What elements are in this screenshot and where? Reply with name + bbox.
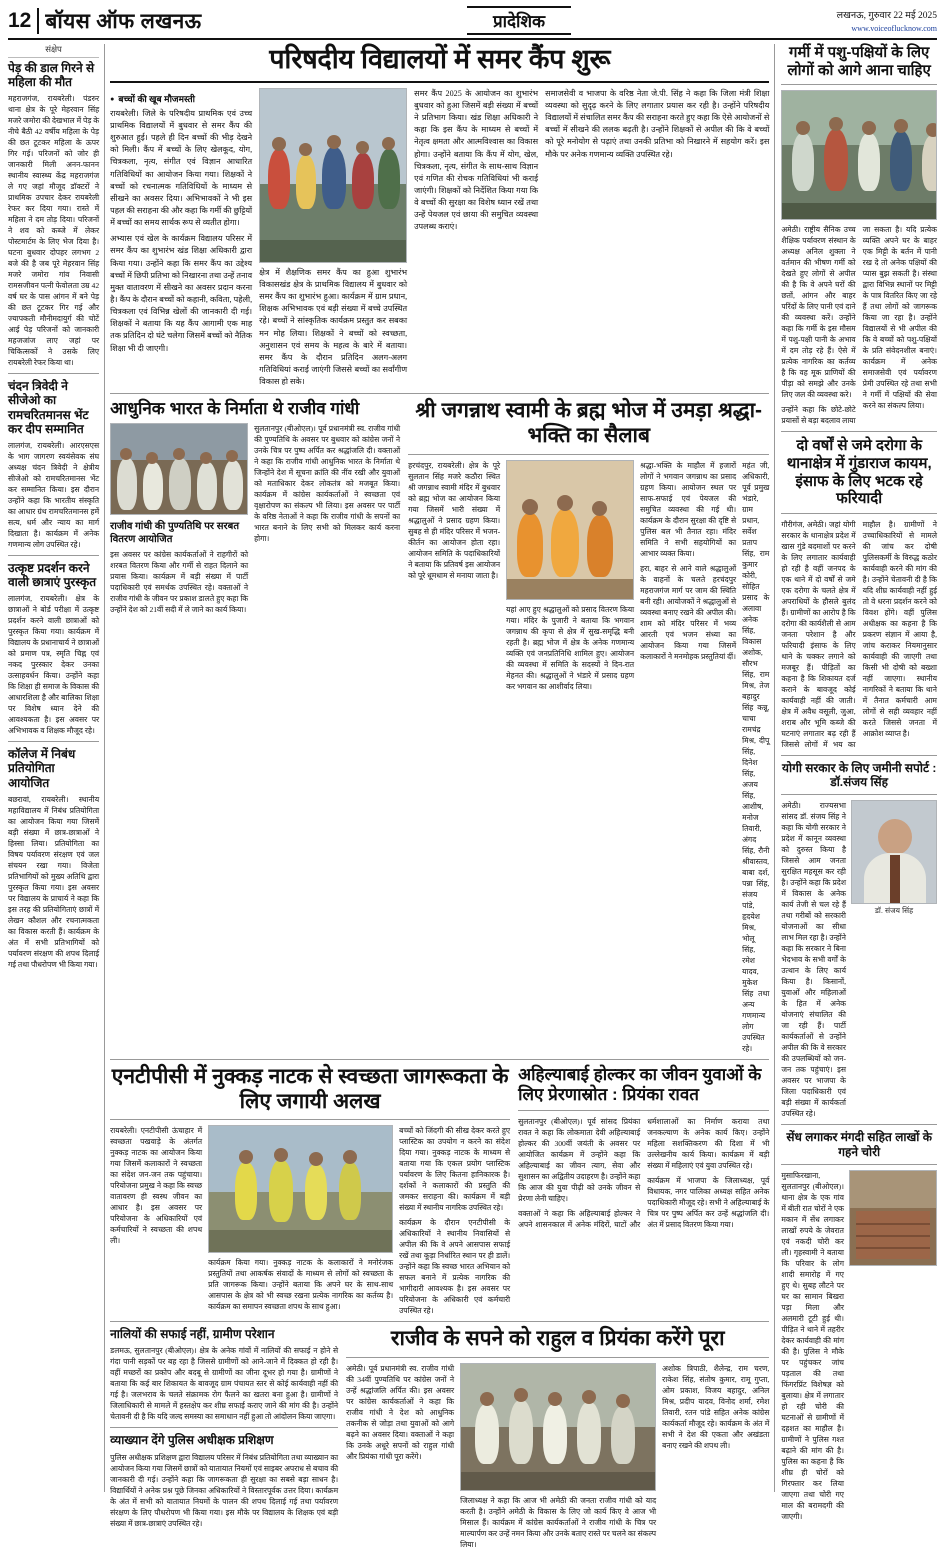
rajiv-memorial-story — [110, 399, 400, 1054]
story-body: पुलिस अधीक्षक प्रशिक्षण द्वारा विद्यालय परिसर में निबंध प्रतियोगिता तथा व्याख्यान का आयोजन किया गया जिसमें छात्रों को यातायात नियमों एवं साइबर अपराध से बचाव की जानकारी दी गई। उन्होंने कहा कि जागरूकता ही सुरक्षा का सबसे बड़ा साधन है। विद्यार्थियों ने अनेक प्रश्न पूछे जिनका अधिकारियों ने विस्तारपूर्वक उत्तर दिया। कार्यक्रम के अंत में सभी को यातायात नियमों के पालन की शपथ दिलाई गई तथा पर्यावरण संरक्षण के लिए पौधरोपण भी किया गया। इस मौके पर विद्यालय के शिक्षक एवं बड़ी संख्या में छात्र-छात्राएं उपस्थित रहे। — [110, 1452, 339, 1528]
divider — [8, 373, 99, 374]
story-body: उन्होंने कहा कि छोटे-छोटे प्रयासों से बड़ा बदलाव लाया जा सकता है। यदि प्रत्येक व्यक्ति अपने घर के बाहर एक मिट्टी के बर्तन में पानी रख दे तो अनेक पक्षियों की प्यास बुझ सकती है। संस्था द्वारा विभिन्न स्थानों पर मिट्टी के पात्र वितरित किए जा रहे हैं तथा लोगों को जागरूक किया जा रहा है। उन्होंने विद्यालयों से भी अपील की कि वे बच्चों को पशु-पक्षियों के प्रति संवेदनशील बनाएं। कार्यक्रम में अनेक समाजसेवी एवं पर्यावरण प्रेमी उपस्थित रहे तथा सभी ने गर्मी में पक्षियों की सेवा करने का संकल्प लिया। — [781, 225, 937, 426]
story-body: गौरीगंज, अमेठी। जहां योगी सरकार के थानाक्षेत्र प्रदेश में खास गुंडे बदमाशों पर करने के लिए लगातार कार्यवाही हो रही है वहीं जनपद के एक थाने में दो वर्षों से जमे एक दरोगा के चलते क्षेत्र में अपराधियों के हौसले बुलंद हैं। ग्रामीणों का आरोप है कि दरोगा की कार्यशैली से आम जनता परेशान है और फरियादी इंसाफ के लिए थाने के चक्कर लगाने को मजबूर हैं। पीड़ितों का कहना है कि शिकायत दर्ज कराने के बावजूद कोई कार्यवाही नहीं की जाती। क्षेत्र में अवैध वसूली, जुआ, शराब और भूमि कब्जे की घटनाएं लगातार बढ़ रही हैं जिससे लोगों में भय का माहौल है। ग्रामीणों ने उच्चाधिकारियों से मामले की जांच कर दोषी पुलिसकर्मी के विरुद्ध कठोर कार्यवाही करने की मांग की है। उन्होंने चेतावनी दी है कि यदि शीघ्र कार्यवाही नहीं हुई तो वे धरना प्रदर्शन करने को विवश होंगे। वहीं पुलिस अधीक्षक का कहना है कि प्रकरण संज्ञान में आया है, जांच कराकर नियमानुसार कार्यवाही की जाएगी तथा किसी भी दोषी को बख्शा नहीं जाएगा। स्थानीय नागरिकों ने बताया कि थाने में तैनात कर्मचारी आम लोगों से सही व्यवहार नहीं करते जिससे जनता में आक्रोश व्याप्त है। — [781, 520, 937, 750]
lead-body-2: अभ्यास एवं खेल के कार्यक्रम विद्यालय परिसर में समर कैंप का शुभारंभ खंड शिक्षा अधिकारी द्वारा किया गया। उन्होंने कहा कि समर कैंप का उद्देश्य बच्चों में छिपी प्रतिभा को निखारना तथा उन्हें तनाव मुक्त वातावरण में सीखने का अवसर प्रदान करना है। कैंप के दौरान बच्चों को कहानी, कविता, पहेली, चित्रकला एवं विभिन्न खेलों की जानकारी दी गई। शिक्षकों ने बताया कि यह कैंप आगामी एक माह तक प्रतिदिन दो घंटे चलेगा जिसमें बच्चों को नैतिक शिक्षा भी दी जाएगी। — [110, 234, 253, 353]
story-headline[interactable]: चंदन त्रिवेदी ने सीजेओ का रामचरितमानस भेंट कर दीप सम्मानित — [8, 379, 89, 436]
divider — [781, 84, 937, 85]
lead-photo — [259, 88, 407, 263]
edition-date: लखनऊ, गुरुवार 22 मई 2025 — [836, 10, 937, 21]
story-headline[interactable]: श्री जगन्नाथ स्वामी के ब्रह्म भोज में उमड़ा श्रद्धा-भक्ति का सैलाब — [415, 399, 763, 448]
story-photo — [460, 1363, 656, 1491]
mid-row-4 — [110, 1327, 769, 1550]
lead-body-1: रायबरेली। जिले के परिषदीय प्राथमिक एवं उच्च प्राथमिक विद्यालयों में बुधवार से समर कैंप की शुरुआत हुई। पहले ही दिन बच्चों की भीड़ देखने को मिली। कैंप में बच्चों के लिए खेलकूद, योग, चित्रकला, नृत्य, संगीत एवं विज्ञान आधारित गतिविधियों का आयोजन किया गया। शिक्षकों ने बच्चों को रचनात्मक गतिविधियों के माध्यम से सीखने का अवसर दिया। अभिभावकों ने भी इस पहल की सराहना की और कहा कि गर्मी की छुट्टियों में बच्चों का समय सार्थक रूप से व्यतीत होगा। — [110, 108, 253, 228]
story-headline[interactable]: एनटीपीसी में नुक्कड़ नाटक से स्वच्छता जागरूकता के लिए जगायी अलख — [111, 1064, 509, 1113]
masthead-center — [201, 6, 836, 35]
lead-story — [110, 88, 769, 388]
divider — [110, 1059, 769, 1060]
story-headline[interactable]: आधुनिक भारत के निर्माता थे राजीव गांधी — [110, 399, 360, 419]
ntpc-story — [110, 1065, 510, 1317]
story-body: अमेठी। राज्यसभा सांसद डॉ. संजय सिंह ने कहा कि योगी सरकार ने प्रदेश में कानून व्यवस्था को दुरुस्त किया है जिससे आम जनता सुरक्षित महसूस कर रही है। उन्होंने कहा कि प्रदेश में विकास के अनेक कार्य तेजी से चल रहे हैं तथा गरीबों को सरकारी योजनाओं का सीधा लाभ मिल रहा है। उन्होंने कहा कि सरकार ने बिना भेदभाव के सभी वर्गों के उत्थान के लिए कार्य किया है। किसानों, युवाओं और महिलाओं के हित में अनेक योजनाएं संचालित की जा रही हैं। पार्टी कार्यकर्ताओं से उन्होंने अपील की कि वे सरकार की उपलब्धियों को जन-जन तक पहुंचाएं। इस अवसर पर भाजपा के जिला पदाधिकारी एवं बड़ी संख्या में कार्यकर्ता उपस्थित रहे। — [781, 801, 846, 1119]
left-bottom-stories — [110, 1327, 338, 1550]
story-body: सुलतानपुर (बीओएल)। पूर्व प्रधानमंत्री स्व. राजीव गांधी की पुण्यतिथि के अवसर पर बुधवार को कांग्रेस जनों ने उनके चित्र पर पुष्प अर्पित कर श्रद्धांजलि दी। वक्ताओं ने कहा कि राजीव गांधी आधुनिक भारत के निर्माता थे जिन्होंने देश में सूचना क्रांति की नींव रखी और युवाओं को मताधिकार देकर लोकतंत्र को मजबूत किया। कार्यक्रम में कांग्रेस कार्यकर्ताओं ने स्वच्छता एवं वृक्षारोपण का संकल्प भी लिया। इस अवसर पर पार्टी के वरिष्ठ नेताओं ने कहा कि राजीव गांधी के सपनों का भारत बनाने के लिए सभी को मिलकर कार्य करना होगा। — [254, 424, 401, 544]
divider — [781, 1124, 937, 1125]
section-name: प्रादेशिक — [467, 6, 571, 35]
lead-headline[interactable]: परिषदीय विद्यालयों में समर कैंप शुरू — [269, 44, 611, 74]
page-grid — [8, 44, 937, 1550]
story-headline[interactable]: राजीव के सपने को राहुल व प्रियंका करेंगे पूरा — [390, 1327, 725, 1351]
column-tag: संक्षेप — [8, 44, 99, 58]
story-body: मुसाफिरखाना, सुलतानपुर (बीओएल)। थाना क्षेत्र के एक गांव में बीती रात चोरों ने एक मकान में सेंध लगाकर लाखों रुपये के जेवरात एवं नकदी चोरी कर ली। गृहस्वामी ने बताया कि परिवार के लोग शादी समारोह में गए हुए थे। सुबह लौटने पर घर का सामान बिखरा पड़ा मिला और अलमारी टूटी हुई थी। पीड़ित ने थाने में तहरीर देकर कार्यवाही की मांग की है। पुलिस ने मौके पर पहुंचकर जांच पड़ताल की तथा फिंगरप्रिंट विशेषज्ञ को बुलाया। क्षेत्र में लगातार हो रही चोरी की घटनाओं से ग्रामीणों में दहशत का माहौल है। ग्रामीणों ने पुलिस गश्त बढ़ाने की मांग की है। पुलिस का कहना है कि शीघ्र ही चोरों को गिरफ्तार कर लिया जाएगा तथा चोरी गए माल की बरामदगी की जाएगी। — [781, 1170, 844, 1521]
left-column — [8, 44, 105, 1492]
center-column — [105, 44, 774, 1550]
divider — [518, 1110, 769, 1111]
story-body: रायबरेली। एनटीपीसी ऊंचाहार में स्वच्छता पखवाड़े के अंतर्गत नुक्कड़ नाटक का आयोजन किया गया जिसमें कलाकारों ने स्वच्छता का संदेश जन-जन तक पहुंचाया। परियोजना प्रमुख ने कहा कि स्वच्छ वातावरण ही स्वस्थ जीवन का आधार है। इस अवसर पर परियोजना के अधिकारियों एवं कर्मचारियों ने स्वच्छता की शपथ ली। — [110, 1126, 203, 1246]
story-photo — [781, 90, 937, 220]
story-photo — [110, 423, 248, 515]
divider — [781, 513, 937, 514]
divider — [781, 794, 937, 795]
story-headline[interactable]: दो वर्षों से जमे दरोगा के थानाक्षेत्र में गुंडाराज कायम, इंसाफ के लिए भटक रहे फरियादी — [786, 437, 932, 508]
lead-col-c — [414, 88, 538, 388]
story-body: बच्चों को जिंदगी की सीख देकर करते हुए प्लास्टिक का उपयोग न करने का संदेश दिया गया। नुक्कड़ नाटक के माध्यम से बताया गया कि एकल प्रयोग प्लास्टिक पर्यावरण के लिए कितना हानिकारक है। दर्शकों ने कलाकारों की प्रस्तुति की जमकर सराहना की। कार्यक्रम में बड़ी संख्या में स्थानीय नागरिक उपस्थित रहे। — [399, 1126, 511, 1213]
story-body: महंत जी, अधिकारी, पूर्व प्रमुख भंडारे, ग्राम प्रधान, सर्वेश प्रताप सिंह, राम कुमार कोरी, सोहित प्रसाद के अलावा अनेक सिंह, विकास अशोक, सौरभ सिंह, राम मिश्र, तेज बहादुर सिंह कन्नू, चाचा रामचंद्र मिश्र, दीपू सिंह, दिनेश सिंह, अजय सिंह, आशीष, मनोज तिवारी, अंगद सिंह, रौनी श्रीवास्तव, बाबा दर्श, पन्ना सिंह, संजय पांडे, हृदयेश मिश्र, भोलू सिंह, रमेश यादव, मुकेश सिंह तथा अन्य गणमान्य लोग उपस्थित रहे। — [742, 460, 770, 1053]
story-body: श्रद्धा-भक्ति के माहौल में हजारों लोगों ने भगवान जगन्नाथ का प्रसाद ग्रहण किया। आयोजन स्थल पर साफ-सफाई एवं पेयजल की समुचित व्यवस्था की गई थी। कार्यक्रम के दौरान सुरक्षा की दृष्टि से पुलिस बल भी तैनात रहा। मंदिर समिति ने सभी सहयोगियों का आभार व्यक्त किया। — [640, 460, 737, 558]
divider — [110, 393, 769, 394]
story-photo — [208, 1125, 393, 1253]
lead-col-d — [545, 88, 769, 388]
story-photo — [849, 1170, 937, 1266]
story-headline[interactable]: कॉलेज में निबंध प्रतियोगिता आयोजित — [8, 747, 76, 790]
story-body: सुलतानपुर (बीओएल)। पूर्व सांसद प्रियंका रावत ने कहा कि लोकमाता देवी अहिल्याबाई होल्कर की 300वीं जयंती के अवसर पर आयोजित कार्यक्रम में उन्होंने कहा कि अहिल्याबाई का जीवन त्याग, सेवा और सुशासन का अद्वितीय उदाहरण है। उन्होंने कहा कि आज की युवा पीढ़ी को उनके जीवन से प्रेरणा लेनी चाहिए। — [518, 1116, 641, 1203]
website-url[interactable]: www.voiceoflucknow.com — [851, 24, 937, 34]
story-body: बछरावां, रायबरेली। स्थानीय महाविद्यालय में निबंध प्रतियोगिता का आयोजन किया गया जिसमें बड़ी संख्या में छात्र-छात्राओं ने हिस्सा लिया। प्रतियोगिता का विषय पर्यावरण संरक्षण एवं जल संचयन रखा गया। विजेता प्रतिभागियों को मुख्य अतिथि द्वारा पुरस्कृत किया गया। इस अवसर पर विद्यालय के प्राचार्य ने कहा कि इस तरह की प्रतियोगिताएं छात्रों में लेखन कौशल और रचनात्मकता का विकास करती हैं। कार्यक्रम के अंत में सभी प्रतिभागियों को पर्यावरण संरक्षण की शपथ दिलाई गई तथा पौधरोपण भी किया गया। — [8, 794, 100, 969]
story-photo — [506, 460, 634, 600]
story-body: जिलाध्यक्ष ने कहा कि आज भी अमेठी की जनता राजीव गांधी को याद करती है। उन्होंने अमेठी के विकास के लिए जो कार्य किए वे आज भी मिसाल हैं। कार्यक्रम में कांग्रेस कार्यकर्ताओं ने राजीव गांधी के चित्र पर माल्यार्पण कर उन्हें नमन किया और उनके बताए रास्ते पर चलने का संकल्प लिया। — [460, 1496, 657, 1550]
lead-body-5: समाजसेवी व भाजपा के वरिष्ठ नेता जे.पी. सिंह ने कहा कि जिला मंत्री शिक्षा व्यवस्था को सुदृढ़ करने के लिए लगातार प्रयास कर रही है। उन्होंने परिषदीय विद्यालयों में संचालित समर कैंप की सराहना करते हुए कहा कि ऐसे आयोजनों से बच्चों में सीखने की ललक बढ़ती है। उन्होंने शिक्षकों से अपील की कि वे बच्चों को पूरे मनोयोग से पढ़ाएं तथा उनकी प्रतिभा को निखारने में सहयोग करें। इस मौके पर अनेक गणमान्य व्यक्ति उपस्थित रहे। — [545, 88, 770, 159]
divider — [346, 1357, 769, 1358]
divider — [110, 1119, 510, 1120]
portrait-photo — [851, 800, 937, 904]
masthead — [8, 6, 937, 40]
divider — [110, 1427, 338, 1428]
lead-body-4: समर कैंप 2025 के आयोजन का शुभारंभ बुधवार को हुआ जिसमें बड़ी संख्या में बच्चों ने प्रतिभाग किया। खंड शिक्षा अधिकारी ने कहा कि इस कैंप के माध्यम से बच्चों में नेतृत्व क्षमता और आत्मविश्वास का विकास होगा। उन्होंने बताया कि कैंप में योग, खेल, चित्रकला, नृत्य, संगीत के साथ-साथ विज्ञान एवं गणित की रोचक गतिविधियां भी कराई जाएंगी। शिक्षकों को निर्देशित किया गया कि वे बच्चों की सुरक्षा का विशेष ध्यान रखें तथा उन्हें पेयजल एवं छाया की समुचित व्यवस्था उपलब्ध कराएं। — [414, 88, 539, 232]
right-column — [774, 44, 937, 1521]
story-body: कार्यक्रम के दौरान एनटीपीसी के अधिकारियों ने स्थानीय निवासियों से अपील की कि वे अपने आसपास सफाई रखें तथा कूड़ा निर्धारित स्थान पर ही डालें। उन्होंने कहा कि स्वच्छ भारत अभियान को सफल बनाने में प्रत्येक नागरिक की भागीदारी आवश्यक है। इस अवसर पर परियोजना के अधिकारी एवं कर्मचारी उपस्थित रहे। — [399, 1218, 511, 1316]
divider — [408, 454, 769, 455]
story-body: कार्यक्रम किया गया। नुक्कड़ नाटक के कलाकारों ने मनोरंजक प्रस्तुतियों तथा आकर्षक संवादों के माध्यम से लोगों को स्वच्छता के प्रति जागरूक किया। उन्होंने बताया कि अपने घर के साथ-साथ आसपास के क्षेत्र को भी स्वच्छ रखना प्रत्येक नागरिक का कर्तव्य है। कार्यक्रम का समापन स्वच्छता शपथ के साथ हुआ। — [208, 1258, 394, 1312]
story-headline[interactable]: उत्कृष्ट प्रदर्शन करने वाली छात्राएं पुरस्कृत — [8, 560, 97, 590]
masthead-left — [8, 7, 201, 35]
story-headline[interactable]: अहिल्याबाई होल्कर का जीवन युवाओं के लिए प्रेरणास्रोत : प्रियंका रावत — [518, 1064, 762, 1104]
divider — [110, 81, 769, 83]
story-headline[interactable]: गर्मी में पशु-पक्षियों के लिए लोगों को आगे आना चाहिए — [787, 44, 931, 79]
sub-headline[interactable]: राजीव गांधी की पुण्यतिथि पर सरबत वितरण आयोजित — [110, 521, 240, 546]
story-body: हरचंदपुर, रायबरेली। क्षेत्र के पूरे सुलतान सिंह मजरे कठौरा स्थित श्री जगन्नाथ स्वामी मंदिर में बुधवार को ब्रह्म भोज का आयोजन किया गया जिसमें भारी संख्या में श्रद्धालुओं ने प्रसाद ग्रहण किया। सुबह से ही मंदिर परिसर में भजन-कीर्तन का आयोजन होता रहा। आयोजन समिति के पदाधिकारियों ने बताया कि प्रतिवर्ष इस आयोजन को पूरे धूमधाम से मनाया जाता है। — [408, 460, 501, 580]
divider — [8, 555, 99, 556]
lead-bullet: ● बच्चों की खूब मौजमस्ती — [110, 92, 252, 105]
masthead-divider — [37, 8, 39, 34]
rajiv-dream-story — [346, 1327, 769, 1550]
story-body: अशोक त्रिपाठी, शैलेन्द्र, राम चरण, राकेश सिंह, संतोष कुमार, रामू गुप्ता, ओम प्रकाश, विजय बहादुर, अनिल मिश्र, प्रदीप यादव, विनोद शर्मा, रमेश तिवारी, रतन पांडे सहित अनेक कांग्रेस कार्यकर्ता मौजूद रहे। कार्यक्रम के अंत में सभी ने देश की एकता और अखंडता बनाए रखने की शपथ ली। — [662, 1364, 770, 1451]
masthead-right — [837, 10, 937, 35]
publication-title: बॉयस ऑफ लखनऊ — [45, 10, 202, 33]
divider — [8, 741, 99, 742]
jagannath-story — [408, 399, 769, 1054]
divider — [781, 1164, 937, 1165]
mid-row-2 — [110, 399, 769, 1054]
page-number: 12 — [8, 9, 32, 32]
divider — [110, 1321, 769, 1322]
divider — [781, 431, 937, 432]
story-headline[interactable]: व्याख्यान देंगे पुलिस अधीक्षक प्रशिक्षण — [110, 1433, 274, 1448]
story-body: यहां आए हुए श्रद्धालुओं को प्रसाद वितरण किया गया। मंदिर के पुजारी ने बताया कि भगवान जगन्नाथ की कृपा से क्षेत्र में सुख-समृद्धि बनी रहती है। ब्रह्म भोज में क्षेत्र के अनेक गणमान्य व्यक्ति एवं जनप्रतिनिधि शामिल हुए। आयोजन की व्यवस्था में समिति के सदस्यों ने दिन-रात मेहनत की। श्रद्धालुओं ने भंडारे में प्रसाद ग्रहण कर भगवान का आशीर्वाद लिया। — [506, 604, 635, 691]
story-headline[interactable]: पेड़ की डाल गिरने से महिला की मौत — [8, 61, 95, 90]
story-body: अमेठी। राष्ट्रीय सैनिक उच्च शैक्षिक पर्यावरण संस्थान के अध्यक्ष अनिल शुक्ला ने वर्तमान की भीषण गर्मी को देखते हुए लोगों से अपील की है कि वे अपने घरों की छतों, आंगन और बाहर परिंदों के लिए पानी एवं दाने की व्यवस्था करें। उन्होंने कहा कि गर्मी के इस मौसम में पशु-पक्षी पानी के अभाव में दम तोड़ रहे हैं। ऐसे में प्रत्येक नागरिक का कर्तव्य है कि वह मूक प्राणियों की पीड़ा को समझे और उनके लिए जल की व्यवस्था करे। — [781, 225, 856, 400]
ahilya-story — [518, 1065, 769, 1317]
story-body: लालगंज, रायबरेली। आरएसएस के भाग जागरण स्वयंसेवक संघ अध्यक्ष चंदन त्रिवेदी ने क्षेत्रीय सीजेओ को रामचरितमानस भेंट कर सम्मानित किया। इस दौरान उन्होंने कहा कि भारतीय संस्कृति का आधार ग्रंथ रामचरितमानस हमें सत्य, धर्म और न्याय का मार्ग दिखाता है। कार्यक्रम में अनेक गणमान्य लोग उपस्थित रहे। — [8, 440, 100, 549]
story-body: लालगंज, रायबरेली। क्षेत्र के छात्राओं ने बोर्ड परीक्षा में उत्कृष्ट प्रदर्शन करने वाली छात्राओं को पुरस्कृत किया गया। कार्यक्रम में विद्यालय के प्रधानाचार्य ने छात्राओं को प्रमाण पत्र, स्मृति चिह्न एवं नकद पुरस्कार देकर उनका उत्साहवर्धन किया। उन्होंने कहा कि शिक्षा ही समाज के विकास की आधारशिला है और बालिका शिक्षा पर विशेष ध्यान देने की आवश्यकता है। इस अवसर पर अभिभावक व शिक्षक मौजूद रहे। — [8, 594, 100, 736]
photo-caption: डॉ. संजय सिंह — [874, 906, 914, 916]
story-body: वक्ताओं ने कहा कि अहिल्याबाई होल्कर ने अपने शासनकाल में अनेक मंदिरों, घाटों और धर्मशालाओं का निर्माण कराया तथा जनकल्याण के अनेक कार्य किए। उन्होंने महिला सशक्तिकरण की दिशा में भी उल्लेखनीय कार्य किया। कार्यक्रम में बड़ी संख्या में महिलाएं एवं युवा उपस्थित रहे। — [518, 1116, 770, 1229]
lead-body-3: क्षेत्र में शैक्षणिक समर कैंप का हुआ शुभारंभ विकासखंड क्षेत्र के प्राथमिक विद्यालय में बुधवार को समर कैंप का शुभारंभ हुआ। कार्यक्रम में ग्राम प्रधान, शिक्षक अभिभावक एवं बड़ी संख्या में बच्चे उपस्थित रहे। बच्चों ने सांस्कृतिक कार्यक्रम प्रस्तुत कर सबका मन मोह लिया। शिक्षकों ने बच्चों को स्वच्छता, अनुशासन एवं समय के महत्व के बारे में बताया। समर कैंप के दौरान प्रतिदिन अलग-अलग गतिविधियां कराई जाएंगी जिससे बच्चों का सर्वांगीण विकास हो सके। — [259, 267, 408, 387]
story-headline[interactable]: योगी सरकार के लिए जमीनी सपोर्ट : डॉ.संजय सिंह — [782, 761, 937, 790]
story-body: डलमऊ, सुलतानपुर (बीओएल)। क्षेत्र के अनेक गांवों में नालियों की सफाई न होने से गंदा पानी सड़कों पर बह रहा है जिससे ग्रामीणों को आने-जाने में दिक्कत हो रही है। वहीं मच्छरों का प्रकोप और बदबू से ग्रामीणों का जीना दूभर हो गया है। ग्रामीणों ने बताया कि कई बार शिकायत के बावजूद ग्राम पंचायत स्तर से कोई कार्यवाही नहीं की गई है। जलभराव के चलते संक्रामक रोग फैलने का खतरा बना हुआ है। ग्रामीणों ने जिलाधिकारी से मामले में हस्तक्षेप कर शीघ्र सफाई कराए जाने की मांग की है। उन्होंने चेतावनी दी है कि यदि जल्द समस्या का समाधान नहीं हुआ तो आंदोलन किया जाएगा। — [110, 1346, 339, 1422]
story-headline[interactable]: सेंध लगाकर मंगदी सहित लाखों के गहने चोरी — [786, 1130, 932, 1159]
story-body: कार्यक्रम में भाजपा के जिलाध्यक्ष, पूर्व विधायक, नगर पालिका अध्यक्ष सहित अनेक पदाधिकारी मौजूद रहे। सभी ने अहिल्याबाई के चित्र पर पुष्प अर्पित कर उन्हें श्रद्धांजलि दी। अंत में प्रसाद वितरण किया गया। — [647, 1175, 770, 1229]
lead-col-a — [110, 88, 252, 388]
lead-photo-block — [259, 88, 407, 388]
story-body: हरा, बाहर से आने वाले श्रद्धालुओं के वाहनों के चलते हरचंदपुर महराजगंज मार्ग पर जाम की स्थिति बनी रही। आयोजकों ने श्रद्धालुओं से व्यवस्था बनाए रखने की अपील की। शाम को मंदिर परिसर में भव्य आरती एवं भजन संध्या का आयोजन किया गया जिसमें कलाकारों ने मनमोहक प्रस्तुतियां दीं। — [640, 563, 737, 661]
story-body: अमेठी। पूर्व प्रधानमंत्री स्व. राजीव गांधी की 34वीं पुण्यतिथि पर कांग्रेस जनों ने उन्हें श्रद्धांजलि अर्पित की। इस अवसर पर कांग्रेस कार्यकर्ताओं ने कहा कि राजीव गांधी ने देश को आधुनिक तकनीक से जोड़ा तथा युवाओं को आगे बढ़ने का अवसर दिया। वक्ताओं ने कहा कि उनके अधूरे सपनों को राहुल गांधी और प्रियंका गांधी पूरा करेंगे। — [346, 1364, 455, 1462]
story-headline[interactable]: नालियों की सफाई नहीं, ग्रामीण परेशान — [110, 1327, 275, 1342]
divider — [781, 755, 937, 756]
mid-row-3 — [110, 1065, 769, 1317]
story-body: इस अवसर पर कांग्रेस कार्यकर्ताओं ने राहगीरों को शरबत वितरण किया और गर्मी से राहत दिलाने का प्रयास किया। कार्यक्रम में बड़ी संख्या में पार्टी पदाधिकारी एवं समर्थक उपस्थित रहे। वक्ताओं ने राजीव गांधी के जीवन पर प्रकाश डालते हुए कहा कि उन्होंने देश को 21वीं सदी में ले जाने का कार्य किया। — [110, 550, 249, 615]
story-body: महराजगंज, रायबरेली। पंडरुर थाना क्षेत्र के पूरे मेहरवान सिंह मजरे जमोरा की देखभाल में पेड़ के नीचे बैठी 42 वर्षीय महिला के पेड़ की छत टूटकर महिला के ऊपर गिर गई। परिजनों को जोर ही जानकारी मिली अनन-फानन स्थानीय स्वास्थ्य केंद्र महराजगंज ले गए जहां मौजूद डॉक्टरों ने प्राथमिक उपचार देकर रायबरेली रेफर कर दिया गया। रास्ते में महिला ने दम तोड़ दिया। परिजनों ने शव को कब्जे में लेकर पोस्टमार्टम के लिए भेज दिया है। घटना बुधवार दोपहर लगभग 2 बजे की है जब पूरे मेहरवान सिंह मजरे जमोरा गांव निवासी रामसजीवन पत्नी फेवोलता उम्र 42 वर्ष घर के पास आंगन में बने पेड़ की छत टूटकर गिर गई और ज्यापकती मौनीमदायुर्ग की चोटें आई पेड़ परिजनों को जानकारी महजजांज लाए जहां पर चिकित्सकों ने उसके लिए रायबरेली रेफर किया था। — [8, 94, 100, 368]
